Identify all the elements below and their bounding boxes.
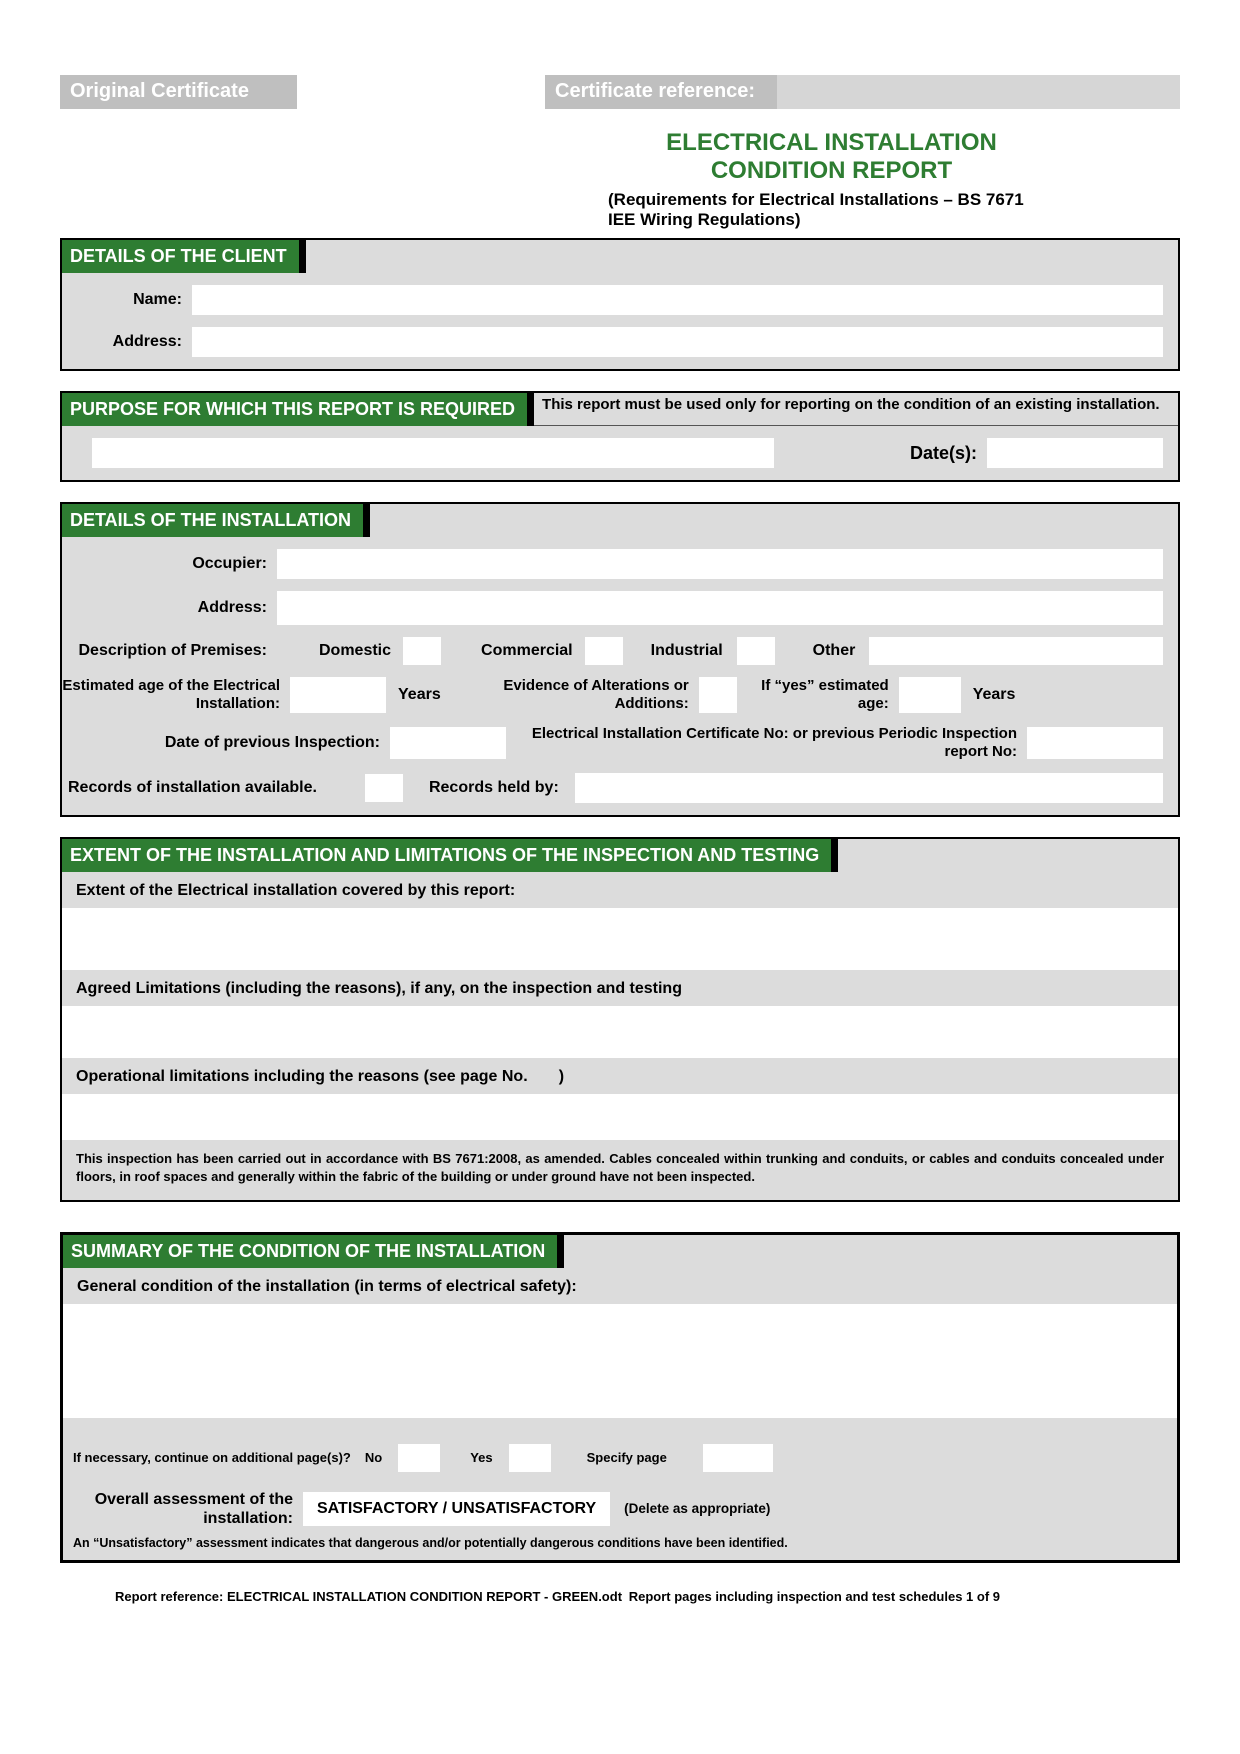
section-details-of-installation	[60, 502, 1180, 817]
records-held-label: Records held by:	[428, 779, 559, 797]
yes-checkbox[interactable]	[509, 1444, 551, 1472]
no-label: No	[364, 1450, 383, 1465]
section-purpose	[60, 391, 1180, 482]
commercial-label: Commercial	[481, 642, 573, 660]
client-name-label: Name:	[133, 291, 182, 309]
overall-assessment-field[interactable]: SATISFACTORY / UNSATISFACTORY	[303, 1492, 610, 1526]
industrial-checkbox[interactable]	[737, 637, 775, 665]
report-title-line-1: ELECTRICAL INSTALLATION	[666, 129, 997, 156]
section-extent-limitations	[60, 837, 1180, 1201]
occupier-label: Occupier:	[192, 555, 267, 573]
banner-spacer	[297, 75, 545, 109]
report-subtitle-line-2: IEE Wiring Regulations)	[608, 210, 801, 230]
section-header-installation: DETAILS OF THE INSTALLATION	[62, 504, 370, 537]
records-available-label: Records of installation available.	[68, 779, 317, 797]
section-header-client: DETAILS OF THE CLIENT	[62, 240, 306, 273]
report-subtitle-line-1: (Requirements for Electrical Installations – BS 7671	[608, 189, 1024, 209]
overall-assessment-label: Overall assessment of the installation:	[94, 1490, 293, 1527]
commercial-checkbox[interactable]	[585, 637, 623, 665]
occupier-field[interactable]	[277, 549, 1163, 579]
extent-label: Extent of the Electrical installation covered by this report:	[76, 882, 516, 900]
installation-address-label: Address:	[197, 599, 267, 617]
top-banner-row	[60, 75, 1180, 109]
yes-label: Yes	[470, 1450, 493, 1465]
purpose-header-row	[62, 393, 1178, 426]
footer-page-count: Report pages including inspection and test schedules 1 of 9	[628, 1588, 1000, 1604]
no-checkbox[interactable]	[398, 1444, 440, 1472]
client-name-field[interactable]	[192, 285, 1163, 315]
general-condition-label: General condition of the installation (in terms of electrical safety):	[77, 1277, 577, 1295]
if-yes-age-field[interactable]	[899, 677, 961, 713]
delete-as-appropriate-note: (Delete as appropriate)	[624, 1501, 771, 1517]
records-held-field[interactable]	[575, 773, 1163, 803]
operational-limitations-label: Operational limitations including the reasons (see page No. )	[76, 1068, 565, 1086]
previous-inspection-field[interactable]	[390, 727, 506, 759]
extent-textarea[interactable]	[62, 908, 1178, 970]
footer-report-reference: Report reference: ELECTRICAL INSTALLATION CONDITION REPORT - GREEN.odt	[115, 1588, 623, 1604]
operational-limitations-textarea[interactable]	[62, 1094, 1178, 1140]
records-available-checkbox[interactable]	[365, 774, 403, 802]
industrial-label: Industrial	[650, 642, 723, 660]
dates-field[interactable]	[987, 438, 1163, 468]
report-title-line-2: CONDITION REPORT	[710, 157, 953, 185]
specify-page-field[interactable]	[703, 1444, 773, 1472]
years-label-2: Years	[972, 686, 1016, 704]
domestic-checkbox[interactable]	[403, 637, 441, 665]
section-header-extent: EXTENT OF THE INSTALLATION AND LIMITATIONS OF THE INSPECTION AND TESTING	[62, 839, 838, 872]
premises-label: Description of Premises:	[78, 642, 267, 660]
client-address-field[interactable]	[192, 327, 1163, 357]
certificate-no-label: Electrical Installation Certificate No: or previous Periodic Inspection report No:	[531, 725, 1017, 761]
title-block	[608, 129, 1055, 230]
evidence-label: Evidence of Alterations or Additions:	[503, 677, 689, 713]
evidence-checkbox[interactable]	[699, 677, 737, 713]
previous-inspection-label: Date of previous Inspection:	[164, 734, 380, 752]
unsatisfactory-note: An “Unsatisfactory” assessment indicates that dangerous and/or potentially dangerous conditions have been identified.	[73, 1535, 788, 1550]
section-details-of-client	[60, 238, 1180, 371]
section-header-purpose: PURPOSE FOR WHICH THIS REPORT IS REQUIRED	[62, 393, 534, 426]
page-footer	[115, 1589, 1000, 1604]
specify-page-label: Specify page	[586, 1450, 667, 1465]
purpose-note: This report must be used only for reporting on the condition of an existing installation.	[534, 393, 1178, 426]
section-summary	[60, 1232, 1180, 1563]
other-field[interactable]	[869, 637, 1163, 665]
report-subtitle	[608, 190, 1055, 231]
dates-label: Date(s):	[909, 442, 977, 463]
agreed-limitations-textarea[interactable]	[62, 1006, 1178, 1058]
years-label: Years	[398, 686, 441, 704]
original-certificate-banner: Original Certificate	[60, 75, 297, 109]
agreed-limitations-label: Agreed Limitations (including the reasons), if any, on the inspection and testing	[76, 980, 682, 998]
section-header-summary: SUMMARY OF THE CONDITION OF THE INSTALLATION	[63, 1235, 564, 1268]
general-condition-textarea[interactable]	[63, 1304, 1177, 1418]
other-label: Other	[812, 642, 856, 660]
report-title	[608, 129, 1055, 186]
estimated-age-label: Estimated age of the Electrical Installation:	[62, 677, 280, 713]
continue-question-label: If necessary, continue on additional page(s)?	[73, 1450, 351, 1465]
installation-address-field[interactable]	[277, 591, 1163, 625]
certificate-no-field[interactable]	[1027, 727, 1163, 759]
if-yes-age-label: If “yes” estimated age:	[761, 677, 889, 713]
domestic-label: Domestic	[319, 642, 392, 660]
purpose-field[interactable]	[92, 438, 774, 468]
certificate-reference-banner: Certificate reference:	[545, 75, 777, 109]
client-address-label: Address:	[112, 333, 182, 351]
inspection-standard-note: This inspection has been carried out in accordance with BS 7671:2008, as amended. Cables concealed within trunking and conduits, or cables and conduits concealed under floors, in roof spaces and generally within the fabric of the building or under ground have not been inspected.	[76, 1151, 1164, 1184]
certificate-reference-field[interactable]	[777, 75, 1180, 109]
estimated-age-field[interactable]	[290, 677, 386, 713]
